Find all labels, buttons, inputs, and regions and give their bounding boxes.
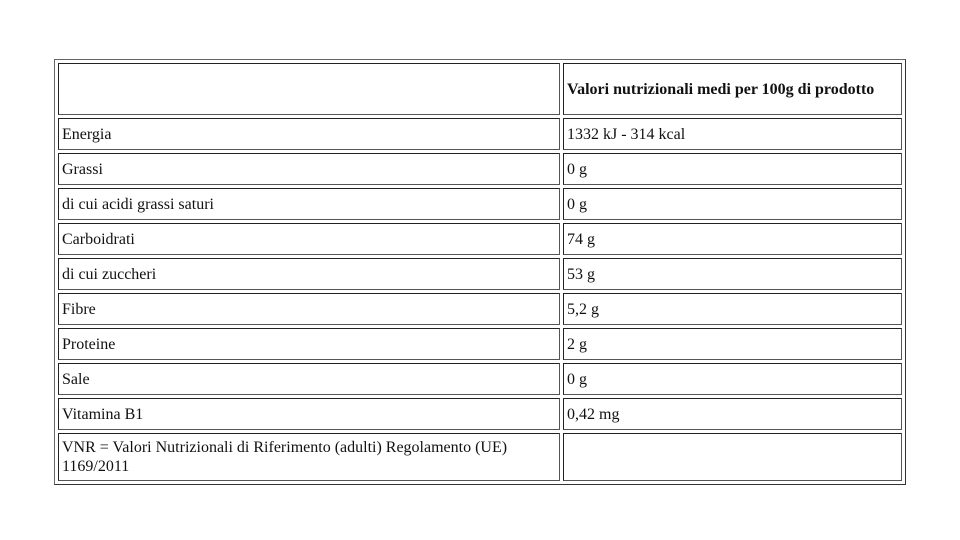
row-value: 2 g [563, 328, 902, 360]
nutrition-table-container [54, 59, 906, 485]
row-label: di cui zuccheri [58, 258, 560, 290]
row-value: 5,2 g [563, 293, 902, 325]
table-header-row [58, 63, 902, 115]
table-row [58, 398, 902, 430]
table-row [58, 328, 902, 360]
table-row [58, 188, 902, 220]
table-row [58, 293, 902, 325]
footer-note-cell: VNR = Valori Nutrizionali di Riferimento (adulti) Regolamento (UE) 1169/2011 [58, 433, 560, 481]
row-value: 53 g [563, 258, 902, 290]
table-row [58, 363, 902, 395]
row-value: 0 g [563, 153, 902, 185]
row-label: Sale [58, 363, 560, 395]
header-value-cell: Valori nutrizionali medi per 100g di prodotto [563, 63, 902, 115]
row-label: di cui acidi grassi saturi [58, 188, 560, 220]
table-row [58, 258, 902, 290]
row-value: 74 g [563, 223, 902, 255]
table-footer-row [58, 433, 902, 481]
row-value: 1332 kJ - 314 kcal [563, 118, 902, 150]
row-label: Vitamina B1 [58, 398, 560, 430]
row-label: Fibre [58, 293, 560, 325]
table-row [58, 223, 902, 255]
row-value: 0 g [563, 363, 902, 395]
row-label: Carboidrati [58, 223, 560, 255]
table-row [58, 153, 902, 185]
header-label-cell [58, 63, 560, 115]
row-label: Energia [58, 118, 560, 150]
row-value: 0 g [563, 188, 902, 220]
row-label: Grassi [58, 153, 560, 185]
table-row [58, 118, 902, 150]
nutrition-table [54, 59, 906, 485]
row-label: Proteine [58, 328, 560, 360]
row-value: 0,42 mg [563, 398, 902, 430]
footer-value-cell [563, 433, 902, 481]
